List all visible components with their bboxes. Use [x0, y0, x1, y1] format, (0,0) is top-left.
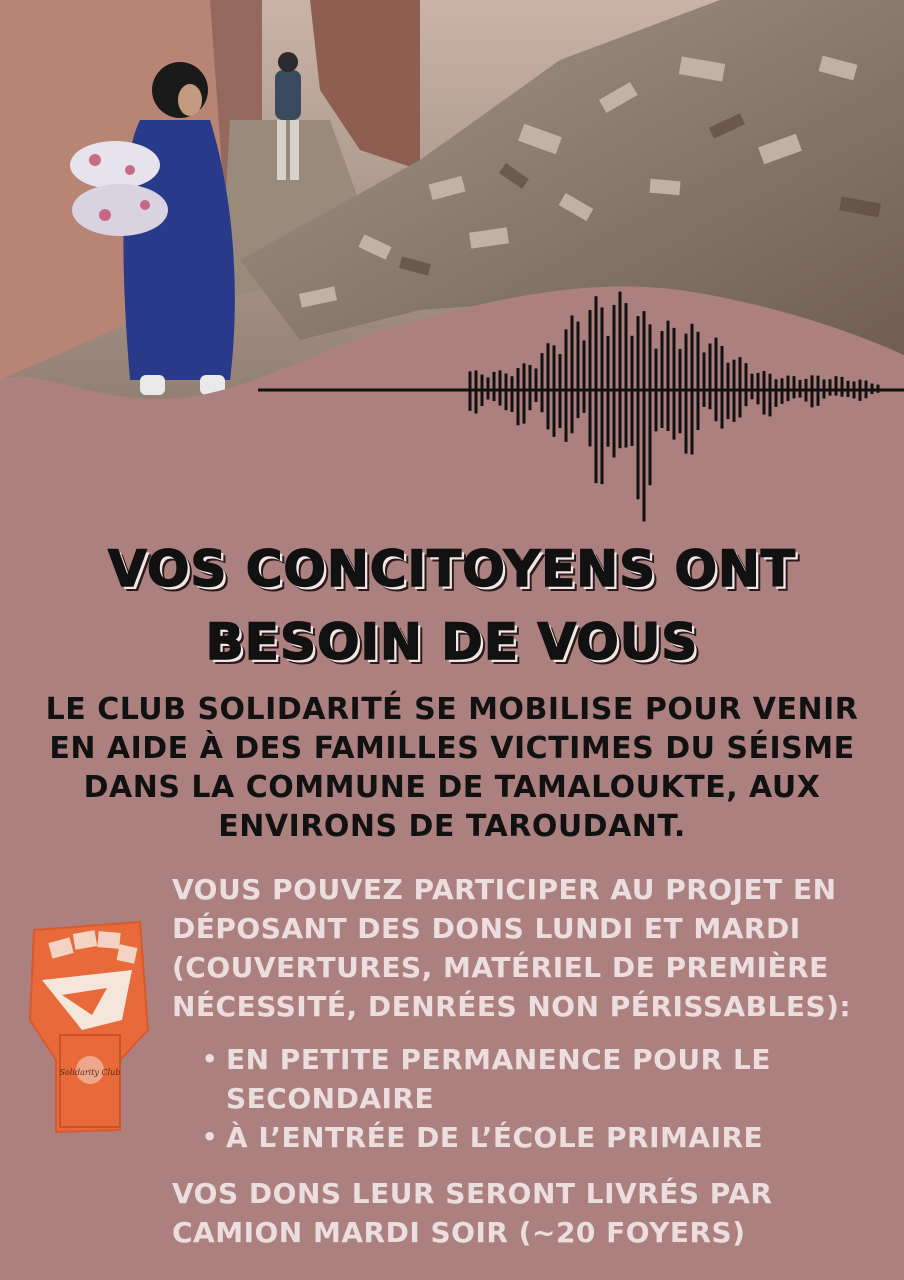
intro-line-4: ENVIRONS DE TAROUDANT.	[218, 809, 686, 844]
location-2-line-1: • À L’ENTRÉE DE L’ÉCOLE PRIMAIRE	[226, 1121, 764, 1154]
delivery-line-2: CAMION MARDI SOIR (~20 FOYERS)	[172, 1216, 746, 1249]
intro-line-3: DANS LA COMMUNE DE TAMALOUKTE, AUX	[83, 770, 821, 805]
participate-paragraph	[172, 870, 882, 1026]
participate-line-4: NÉCESSITÉ, DENRÉES NON PÉRISSABLES):	[172, 990, 852, 1023]
participate-line-1: VOUS POUVEZ PARTICIPER AU PROJET EN	[172, 873, 837, 906]
intro-line-1: LE CLUB SOLIDARITÉ SE MOBILISE POUR VENIR	[45, 692, 859, 727]
delivery-paragraph	[172, 1174, 872, 1252]
delivery-line-1: VOS DONS LEUR SERONT LIVRÉS PAR	[172, 1177, 773, 1210]
list-item	[200, 1040, 880, 1118]
list-item	[200, 1118, 880, 1157]
location-1-line-2: SECONDAIRE	[226, 1082, 435, 1115]
logo-text: Solidarity Club	[59, 1068, 121, 1077]
headline-line-2: BESOIN DE VOUS	[205, 613, 699, 671]
intro-line-2: EN AIDE À DES FAMILLES VICTIMES DU SÉISME	[49, 731, 855, 766]
participate-line-3: (COUVERTURES, MATÉRIEL DE PREMIÈRE	[172, 951, 829, 984]
headline-line-1: VOS CONCITOYENS ONT	[108, 540, 796, 598]
raised-fist-icon	[30, 922, 148, 1132]
drop-off-locations-list	[200, 1040, 880, 1157]
raised-fist-logo	[22, 910, 154, 1146]
seismograph-wave	[0, 230, 904, 540]
participate-line-2: DÉPOSANT DES DONS LUNDI ET MARDI	[172, 912, 801, 945]
intro-paragraph	[30, 690, 874, 846]
location-1-line-1: • EN PETITE PERMANENCE POUR LE	[226, 1043, 771, 1076]
